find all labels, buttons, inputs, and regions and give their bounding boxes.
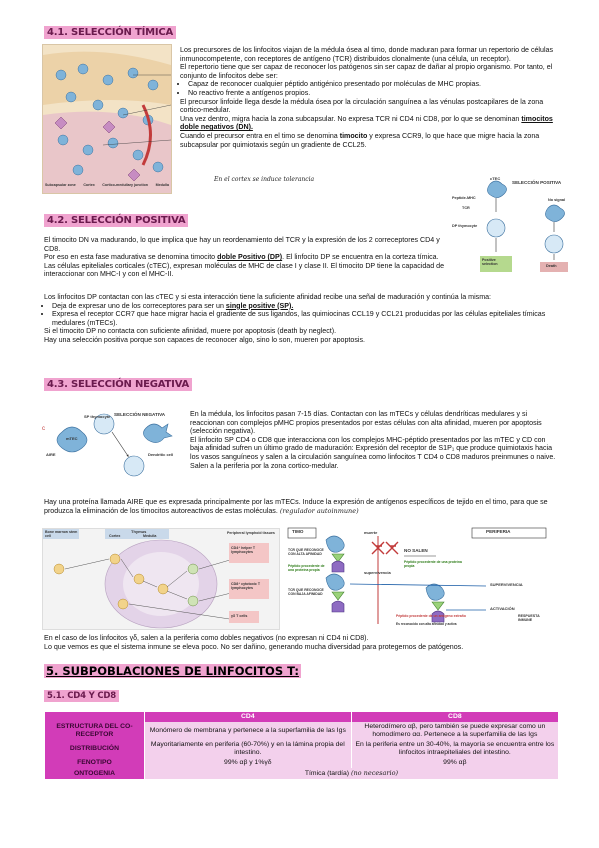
text-span: Una vez dentro, migra hacia la zona subcapsular. No expresa TCR ni CD4 ni CD8, por lo que se denominan — [180, 114, 522, 123]
paragraph: El precursor linfoide llega desde la médula ósea por la circulación sanguínea a las vénulas postcapilares de la zona cortico-medular. — [180, 97, 544, 115]
bold-term: doble Positivo (DP) — [217, 253, 283, 262]
paragraph: Si el timocito DP no contacta con suficiente afinidad, muere por apoptosis (death by neglect). — [44, 327, 337, 336]
figure-label: Péptido procedente de un antígeno extraño — [396, 614, 466, 618]
t-cell-maturation-figure — [42, 528, 280, 630]
table-row — [45, 768, 559, 779]
figure-label: mTEC — [66, 436, 78, 441]
thymus-section-figure — [42, 44, 172, 194]
section-title-4-2: 4.2. SELECCIÓN POSITIVA — [44, 214, 188, 227]
figure-label: muerte — [364, 530, 378, 535]
table-cell: 99% αβ y 1%γδ — [144, 758, 351, 768]
table-header-row — [45, 712, 559, 722]
paragraph — [44, 253, 454, 262]
table-cell — [144, 768, 558, 779]
paragraph: El repertorio tiene que ser capaz de reconocer los patógenos sin ser capaz de dañar al propio organismo. Por tanto, el conjunto de linfocitos debe ser: — [180, 63, 553, 80]
section-title-5-1: 5.1. CD4 Y CD8 — [44, 690, 119, 702]
table-cell: Monómero de membrana y pertenece a la superfamilia de las Igs — [144, 722, 351, 740]
figure-label: CD8⁺ cytotoxic T lymphocytes — [231, 582, 261, 590]
table-cell: Heterodímero αβ, pero también se puede expresar como un homodímero αα. Pertenece a la superfamilia de las Igs — [351, 722, 558, 740]
cd4-cd8-table — [44, 712, 558, 779]
section-4-1-text — [180, 46, 556, 149]
figure-label: Péptido procedente de una proteína propia — [404, 560, 462, 568]
section-4-3-text — [190, 410, 560, 470]
table-cell: 99% αβ — [351, 758, 558, 768]
paragraph: Las células epiteliales corticales (cTEC), expresan moléculas de MHC de clase I y clase II. El timocito DP tiene la capacidad de interaccionar con MHC-I y con el MHC-II. — [44, 261, 445, 279]
handwritten-note: En el cortex se induce tolerancia — [214, 176, 315, 183]
text-span: Hay una proteína llamada AIRE que es expresada principalmente por las mTECs. Induce la expresión de antígenos específicos de tejido en el timo, para que se produzca la eliminación de los timocitos autoreactivos de estas moléculas. — [44, 498, 548, 515]
gamma-delta-text — [44, 634, 560, 651]
figure-label: TCR QUE RECONOCE CON BAJA AFINIDAD — [288, 588, 324, 596]
figure-label: Thymus — [131, 529, 147, 534]
bold-term: single positive (SP). — [225, 301, 294, 310]
row-label: DISTRIBUCIÓN — [45, 740, 145, 758]
bullet-item — [52, 302, 560, 311]
figure-label: cTEC — [490, 176, 501, 181]
row-label: FENOTIPO — [45, 758, 145, 768]
paragraph: El linfocito SP CD4 o CD8 que interacciona con los complejos MHC-péptido presentados por las mTEC y CD con baja afinidad sufren un último grado de maduración: Expresión del receptor de S1P₁ que produce quimiotaxis hacia los vasos sanguíneos y salen a la circulación sanguínea como linfocitos T CD4 o CD8 maduros preinmunes o naive. — [190, 435, 556, 461]
bullet-item: • Expresa el receptor CCR7 que hace migrar hacia el gradiente de sus ligandos, las quimiocinas CCL19 y CCL21 producidas por las células epiteliales tímicas medulares (mTECs). — [52, 310, 560, 327]
figure-label: Medulla — [155, 183, 169, 187]
thymus-illustration — [43, 45, 171, 193]
table-row — [45, 722, 559, 740]
table-cell: Mayoritariamente en periferia (60-70%) y en la lámina propia del intestino. — [144, 740, 351, 758]
positive-selection-figure — [452, 178, 582, 278]
section-title-5 — [44, 664, 301, 678]
figure-label: Es reconocido con alta afinidad y activa — [396, 622, 457, 626]
figure-label: TIMO — [292, 529, 304, 534]
positive-selection-illustration — [452, 178, 582, 278]
section-4-3-aire-text — [44, 498, 560, 515]
figure-label: Peptide-MHC — [452, 196, 476, 200]
figure-label: Death — [546, 264, 557, 268]
figure-label: Dendritic cell — [148, 452, 174, 457]
table-header-cell: CD4 — [144, 712, 351, 722]
figure-label: γδ T cells — [231, 614, 248, 618]
figure-label: NO SALEN — [404, 548, 428, 553]
paragraph: Los linfocitos DP contactan con las cTEC y si esta interacción tiene la suficiente afinidad recibe una señal de maduración y continúa la misma: — [44, 293, 492, 301]
paragraph: Salen a la periferia por la zona cortico-medular. — [190, 461, 339, 470]
text-span: Cuando el precursor entra en el timo se denomina — [180, 131, 340, 140]
timo-periferia-figure — [286, 526, 560, 628]
row-label: ESTRUCTURA DEL CO-RECEPTOR — [45, 722, 145, 740]
paragraph: El timocito DN va madurando, lo que implica que hay un reordenamiento del TCR y la expresión de los 2 correceptores CD4 y CD8. — [44, 236, 440, 253]
bold-term: timocito — [339, 131, 368, 140]
bold-term: timocitos doble negativos (DN). — [180, 114, 553, 132]
figure-label: DP thymocyte — [452, 224, 478, 228]
figure-label: Positive selection — [482, 258, 498, 266]
paragraph: En la médula, los linfocitos pasan 7-15 días. Contactan con las mTECs y células dendríticas medulares y si reaccionan con complejos pMHC propios presentados por estas células con alta afinidad, mueren por apoptosis (selección negativa). — [190, 410, 542, 436]
handwritten-note: (no necesario) — [350, 769, 399, 777]
figure-label: SP thymocyte — [84, 414, 111, 419]
paragraph: Los precursores de los linfocitos viajan de la médula ósea al timo, donde maduran para formar un repertorio de células inmunocompetente, con receptores de antígeno (TCR) distribuidos clonalmente (una célula, un receptor). — [180, 46, 554, 63]
figure-title: SELECCIÓN NEGATIVA — [114, 412, 166, 417]
figure-label: TCR QUE RECONOCE CON ALTA AFINIDAD — [288, 548, 324, 556]
section-4-2-text — [44, 236, 454, 279]
figure-label: Cortex — [109, 534, 121, 538]
figure-label: supervivencia — [364, 570, 391, 575]
figure-label: No signal — [548, 198, 566, 202]
table-header-cell — [45, 712, 145, 722]
handwritten-note: (regulador autoinmune) — [279, 506, 359, 515]
paragraph — [180, 132, 556, 149]
section-title-4-3: 4.3. SELECCIÓN NEGATIVA — [44, 378, 192, 391]
paragraph: Lo que vemos es que el sistema inmune se eleva poco. No ser dañino, generando mucha diversidad para protegernos de patógenos. — [44, 642, 464, 651]
table-cell: En la periferia entre un 30-40%, la mayoría se encuentra entre los linfocitos intraepiteliales del intestino. — [351, 740, 558, 758]
figure-label: AIRE — [46, 452, 56, 457]
figure-title: SELECCIÓN POSITIVA — [512, 180, 562, 185]
text-span: Por eso en esta fase madurativa se denomina timocito — [44, 253, 218, 262]
negative-selection-figure — [36, 394, 186, 482]
figure-label: TCR — [462, 206, 470, 210]
table-row — [45, 758, 559, 768]
section-title-text: 5. SUBPOBLACIONES DE LINFOCITOS T: — [46, 664, 299, 678]
figure-label: CD4⁺ helper T lymphocytes — [231, 546, 256, 554]
svg-text:c: c — [42, 426, 45, 432]
row-label: ONTOGENIA — [45, 768, 145, 779]
figure-label: PERIFERIA — [486, 529, 511, 534]
figure-label: Cortico-medullary junction — [102, 183, 149, 187]
figure-label: Cortex — [83, 183, 95, 187]
paragraph: En el caso de los linfocitos γδ, salen a la periferia como dobles negativos (no expresan ni CD4 ni CD8). — [44, 634, 369, 642]
section-title-4-1: 4.1. SELECCIÓN TÍMICA — [44, 26, 176, 39]
figure-label: Medulla — [143, 534, 157, 538]
figure-label: RESPUESTA INMUNE — [518, 614, 540, 622]
bullet-item: • Capaz de reconocer cualquier péptido antigénico presentado por moléculas de MHC propias. — [188, 80, 556, 89]
figure-label: ACTIVACIÓN — [490, 606, 515, 611]
cell-text: Tímica (tardía) — [304, 770, 350, 777]
table-header-cell: CD8 — [351, 712, 558, 722]
text-span: . El linfocito DP se encuentra en la corteza tímica. — [282, 253, 439, 262]
negative-selection-illustration — [36, 394, 186, 482]
section-4-2-text-continued — [44, 293, 560, 345]
table-row — [45, 740, 559, 758]
text-span: Deja de expresar uno de los correceptores para ser un — [52, 301, 226, 310]
bullet-item: • No reactivo frente a antígenos propios. — [188, 89, 556, 98]
figure-label: SUPERVIVENCIA — [490, 582, 523, 587]
paragraph: Hay una selección positiva porque son capaces de reconocer algo, sino lo son, mueren por apoptosis. — [44, 335, 365, 344]
figure-label: Bone marrow stem cell — [45, 530, 78, 538]
timo-periferia-illustration — [286, 526, 560, 628]
figure-label: Peripheral lymphoid tissues — [227, 531, 275, 535]
text-span: y expresa CCR9, lo que hace que migre hacia la zona subcapsular por quimiotaxis según un gradiente de CCL25. — [180, 131, 540, 149]
figure-label: Péptido procedente de una proteína propia — [288, 564, 325, 572]
paragraph — [180, 115, 556, 132]
figure-label: Subcapsular zone — [45, 183, 76, 187]
paragraph — [44, 498, 560, 515]
